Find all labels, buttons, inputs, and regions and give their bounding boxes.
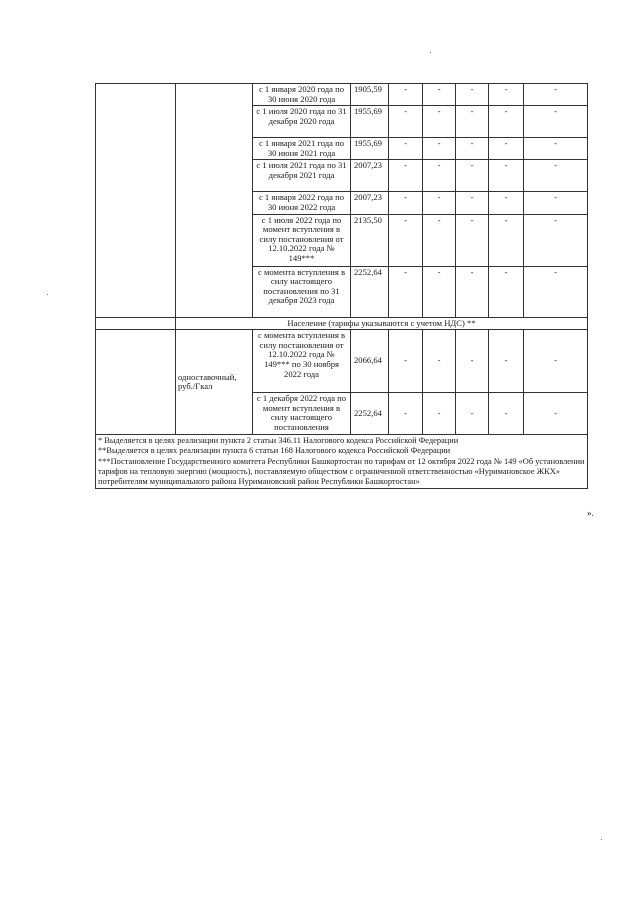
dash-cell: - [524,106,588,138]
org-cell-empty [96,84,176,318]
scan-speck [47,294,48,295]
dash-cell: - [423,106,456,138]
dash-cell: - [423,138,456,160]
dash-cell: - [423,266,456,317]
org-cell-empty [96,330,176,435]
table-row [96,317,588,330]
tariff-label: одноставочный, руб./Гкал [176,330,253,435]
dash-cell: - [389,330,423,393]
period-cell: с 1 июля 2020 года по 31 декабря 2020 года [253,106,351,138]
value-cell: 1955,69 [351,138,389,160]
dash-cell: - [524,214,588,266]
footnote-2: **Выделяется в целях реализации пункта 6 статьи 168 Налогового кодекса Российской Федерации [98,446,451,456]
dash-cell: - [389,106,423,138]
section-org-cell-empty [96,317,176,330]
footnote-3: ***Постановление Государственного комитета Республики Башкортостан по тарифам от 12 октября 2022 года № 149 «Об установлении тарифов на тепловую энергию (мощность), поставляемую обществом с ограниченной ответственностью «Нуримановское ЖКХ» потребителям муниципального района Нуримановский район Республики Башкортостан» [98,456,585,486]
dash-cell: - [524,84,588,106]
table-row [96,84,588,106]
value-cell: 2252,64 [351,266,389,317]
dash-cell: - [389,138,423,160]
dash-cell: - [489,138,524,160]
dash-cell: - [456,84,489,106]
table-row [96,435,588,489]
tariff-cell-empty [176,84,253,318]
footnotes [96,435,588,489]
dash-cell: - [456,192,489,214]
period-cell: с 1 июля 2022 года по момент вступления в силу постановления от 12.10.2022 года № 149*** [253,214,351,266]
dash-cell: - [489,266,524,317]
dash-cell: - [423,214,456,266]
dash-cell: - [456,330,489,393]
period-cell: с 1 декабря 2022 года по момент вступления в силу настоящего постановления [253,393,351,435]
dash-cell: - [524,138,588,160]
scan-speck [601,839,602,840]
table-row [96,330,588,393]
closing-quote: ». [587,508,594,518]
tariff-table-body [96,84,588,489]
dash-cell: - [389,84,423,106]
dash-cell: - [524,393,588,435]
value-cell: 2135,50 [351,214,389,266]
dash-cell: - [456,266,489,317]
period-cell: с момента вступления в силу настоящего постановления по 31 декабря 2023 года [253,266,351,317]
dash-cell: - [423,393,456,435]
dash-cell: - [489,192,524,214]
dash-cell: - [524,160,588,192]
period-cell: с момента вступления в силу постановления от 12.10.2022 года № 149*** по 30 ноября 2022 года [253,330,351,393]
dash-cell: - [524,330,588,393]
dash-cell: - [489,393,524,435]
value-cell: 1955,69 [351,106,389,138]
dash-cell: - [456,214,489,266]
dash-cell: - [423,192,456,214]
dash-cell: - [489,214,524,266]
value-cell: 2007,23 [351,160,389,192]
dash-cell: - [489,330,524,393]
period-cell: с 1 января 2022 года по 30 июня 2022 года [253,192,351,214]
scan-speck [430,52,431,53]
dash-cell: - [524,192,588,214]
dash-cell: - [389,160,423,192]
dash-cell: - [423,330,456,393]
value-cell: 2007,23 [351,192,389,214]
section-title: Население (тарифы указываются с учетом НДС) ** [176,317,588,330]
dash-cell: - [456,106,489,138]
dash-cell: - [389,266,423,317]
dash-cell: - [389,214,423,266]
tariff-table [95,83,588,489]
value-cell: 1905,59 [351,84,389,106]
dash-cell: - [489,84,524,106]
value-cell: 2066,64 [351,330,389,393]
dash-cell: - [423,160,456,192]
dash-cell: - [524,266,588,317]
period-cell: с 1 января 2021 года по 30 июня 2021 года [253,138,351,160]
period-cell: с 1 июля 2021 года по 31 декабря 2021 года [253,160,351,192]
dash-cell: - [389,192,423,214]
dash-cell: - [389,393,423,435]
dash-cell: - [456,138,489,160]
value-cell: 2252,64 [351,393,389,435]
dash-cell: - [456,393,489,435]
dash-cell: - [489,106,524,138]
dash-cell: - [489,160,524,192]
dash-cell: - [423,84,456,106]
period-cell: с 1 января 2020 года по 30 июня 2020 года [253,84,351,106]
dash-cell: - [456,160,489,192]
footnote-1: * Выделяется в целях реализации пункта 2 статьи 346.11 Налогового кодекса Российской Федерации [98,436,459,446]
